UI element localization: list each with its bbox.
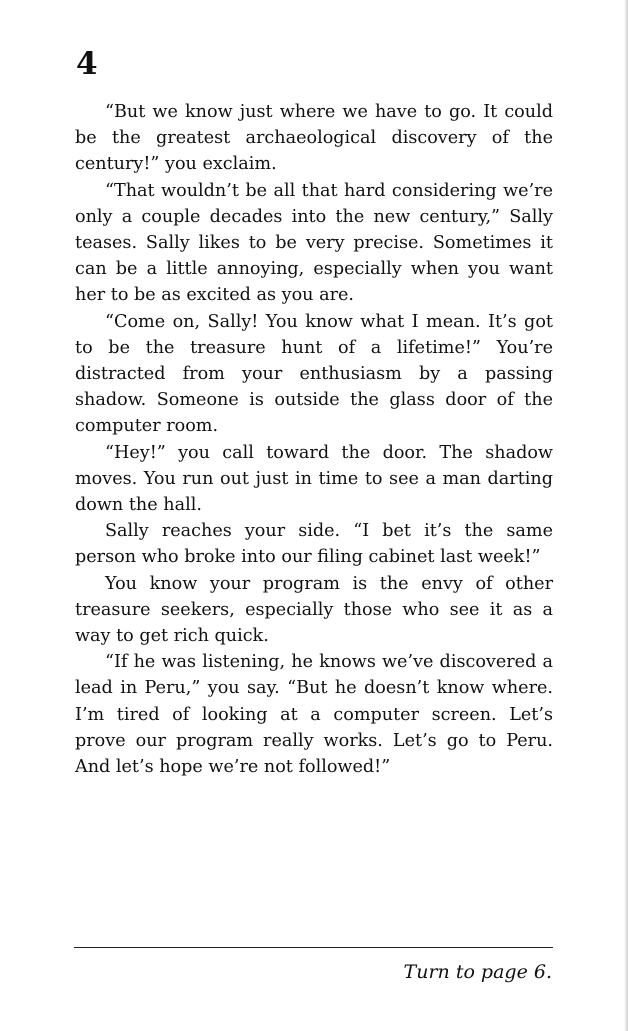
paragraph: “But we know just where we have to go. It could be the greatest archaeological discovery of the century!” you exclaim.: [75, 102, 553, 175]
paragraph: You know your program is the envy of other treasure seekers, especially those who see it as a way to get rich quick.: [75, 573, 553, 647]
paragraph: “That wouldn’t be all that hard considering we’re only a couple decades into the new century,” Sally teases. Sally likes to be very precise. Sometimes it can be a little annoying, especially when you want her to be as excited as you are.: [75, 180, 553, 306]
page-edge-shadow: [624, 0, 628, 1031]
paragraph: “Hey!” you call toward the door. The shadow moves. You run out just in time to see a man darting down the hall.: [75, 442, 553, 516]
paragraph: “If he was listening, he knows we’ve discovered a lead in Peru,” you say. “But he doesn’t know where. I’m tired of looking at a computer screen. Let’s prove our program really works. Let’s go to Peru. And let’s hope we’re not followed!”: [75, 652, 553, 778]
page-number: 4: [76, 46, 98, 82]
story-text: [75, 99, 553, 780]
footer-divider: [74, 947, 553, 948]
paragraph: Sally reaches your side. “I bet it’s the same person who broke into our filing cabinet last week!”: [75, 521, 553, 568]
paragraph: “Come on, Sally! You know what I mean. It’s got to be the treasure hunt of a lifetime!” You’re distracted from your enthusiasm by a passing shadow. Someone is outside the glass door of the computer room.: [75, 311, 553, 437]
turn-to-page-instruction: Turn to page 6.: [403, 961, 552, 983]
